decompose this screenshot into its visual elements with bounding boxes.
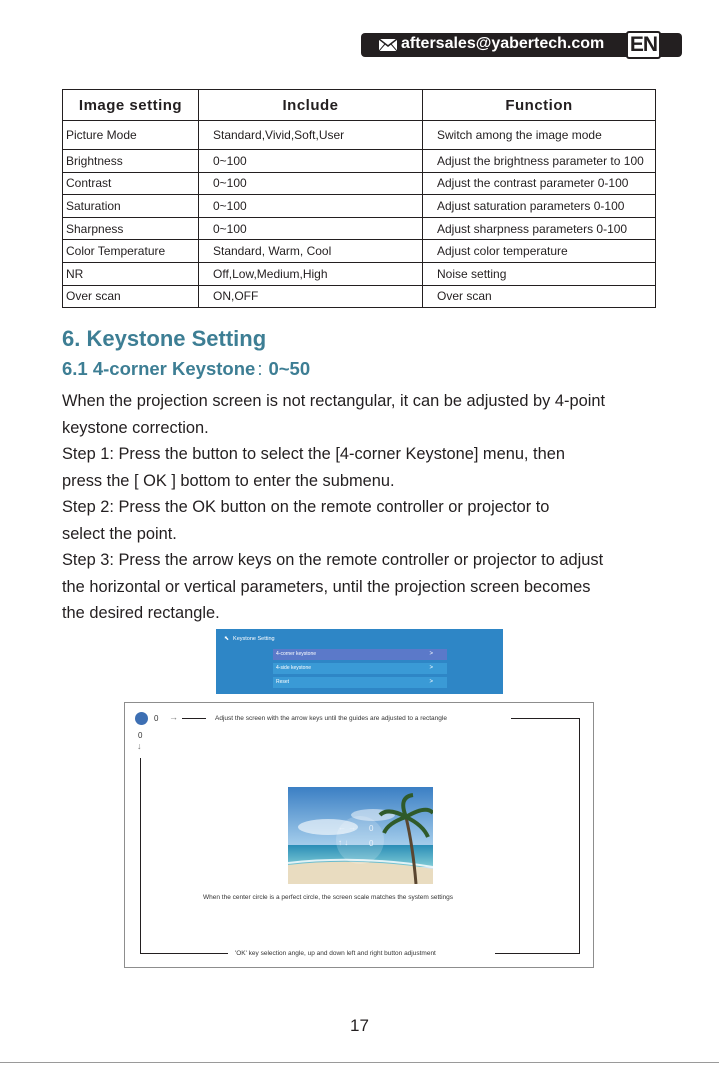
table-cell: Adjust the brightness parameter to 100	[423, 150, 656, 173]
x-value: 0	[154, 714, 159, 723]
table-cell: Adjust the contrast parameter 0-100	[423, 172, 656, 195]
table-cell: Standard,Vivid,Soft,User	[199, 121, 423, 150]
body-line: Step 3: Press the arrow keys on the remote controller or projector to adjust	[62, 551, 604, 569]
chevron-right-icon: >	[429, 679, 433, 685]
subtitle-colon: :	[257, 358, 263, 379]
corner-point-handle[interactable]	[135, 712, 148, 725]
y-value: 0	[138, 731, 143, 740]
table-header-row	[63, 90, 656, 121]
language-badge: EN	[626, 31, 661, 59]
subtitle-range: 0~50	[268, 358, 311, 379]
center-hint: When the center circle is a perfect circle, the screen scale matches the system settings	[203, 894, 453, 901]
table-cell: Adjust sharpness parameters 0-100	[423, 217, 656, 240]
top-hint: Adjust the screen with the arrow keys until the guides are adjusted to a rectangle	[215, 715, 447, 722]
guide-line	[511, 718, 580, 719]
guide-line	[182, 718, 206, 719]
table-row	[63, 121, 656, 150]
body-line: press the [ OK ] bottom to enter the submenu.	[62, 471, 395, 490]
keystone-menu-screenshot	[216, 629, 503, 694]
column-header: Image setting	[63, 90, 199, 121]
table-cell: ON,OFF	[199, 285, 423, 308]
body-line: Step 1: Press the button to select the [4-corner Keystone] menu, then	[62, 445, 565, 463]
table-row	[63, 285, 656, 308]
table-row	[63, 240, 656, 263]
body-line: the horizontal or vertical parameters, until the projection screen becomes	[62, 577, 591, 596]
table-cell: Adjust color temperature	[423, 240, 656, 263]
table-cell: Color Temperature	[63, 240, 199, 263]
table-cell: 0~100	[199, 150, 423, 173]
subtitle-text: 6.1 4-corner Keystone	[62, 358, 256, 379]
back-arrow-icon: ⬉	[224, 636, 230, 642]
table-cell: Picture Mode	[63, 121, 199, 150]
bottom-rule	[0, 1062, 719, 1063]
body-line: keystone correction.	[62, 418, 209, 437]
table-cell: 0~100	[199, 217, 423, 240]
vertical-readout: 0	[369, 839, 374, 848]
menu-title: ⬉ Keystone Setting	[224, 636, 275, 642]
column-header: Include	[199, 90, 423, 121]
table-cell: 0~100	[199, 172, 423, 195]
menu-item-4-side[interactable]: 4-side keystone >	[273, 663, 447, 674]
table-row	[63, 150, 656, 173]
menu-item-reset[interactable]: Reset >	[273, 677, 447, 688]
horizontal-arrows-icon: ← →	[338, 823, 357, 832]
column-header: Function	[423, 90, 656, 121]
body-line: the desired rectangle.	[62, 604, 220, 622]
table-cell: Noise setting	[423, 262, 656, 285]
arrow-right-icon: →	[169, 712, 178, 722]
bottom-hint: 'OK' key selection angle, up and down left and right button adjustment	[235, 950, 436, 957]
table-row	[63, 195, 656, 218]
guide-line	[495, 953, 580, 954]
chevron-right-icon: >	[429, 665, 433, 671]
table-row	[63, 217, 656, 240]
support-email[interactable]: aftersales@yabertech.com	[401, 35, 605, 52]
body-line: Step 2: Press the OK button on the remote controller or projector to	[62, 498, 550, 516]
page-number: 17	[350, 1016, 369, 1035]
body-text	[62, 388, 662, 627]
body-line: select the point.	[62, 524, 177, 543]
arrow-down-icon: ↓	[137, 741, 142, 751]
vertical-arrows-icon: ↑ ↓	[338, 838, 349, 847]
chevron-right-icon: >	[429, 651, 433, 657]
section-title: 6. Keystone Setting	[62, 326, 267, 351]
table-cell: Over scan	[63, 285, 199, 308]
menu-item-4-corner[interactable]: 4-corner keystone >	[273, 649, 447, 660]
table-cell: Over scan	[423, 285, 656, 308]
table-row	[63, 262, 656, 285]
guide-line	[140, 758, 141, 954]
table-row	[63, 172, 656, 195]
table-cell: Switch among the image mode	[423, 121, 656, 150]
table-cell: Standard, Warm, Cool	[199, 240, 423, 263]
table-cell: Contrast	[63, 172, 199, 195]
table-cell: Sharpness	[63, 217, 199, 240]
table-cell: Adjust saturation parameters 0-100	[423, 195, 656, 218]
body-line: When the projection screen is not rectangular, it can be adjusted by 4-point	[62, 392, 606, 410]
keystone-adjust-screenshot	[124, 702, 594, 968]
table-cell: Off,Low,Medium,High	[199, 262, 423, 285]
mail-icon	[378, 38, 398, 52]
image-settings-table	[62, 89, 656, 308]
guide-line	[579, 718, 580, 954]
table-cell: Saturation	[63, 195, 199, 218]
table-cell: 0~100	[199, 195, 423, 218]
section-subtitle	[62, 358, 310, 380]
horizontal-readout: 0	[369, 824, 374, 833]
table-cell: Brightness	[63, 150, 199, 173]
guide-line	[140, 953, 228, 954]
preview-beach-image	[288, 787, 433, 884]
table-cell: NR	[63, 262, 199, 285]
